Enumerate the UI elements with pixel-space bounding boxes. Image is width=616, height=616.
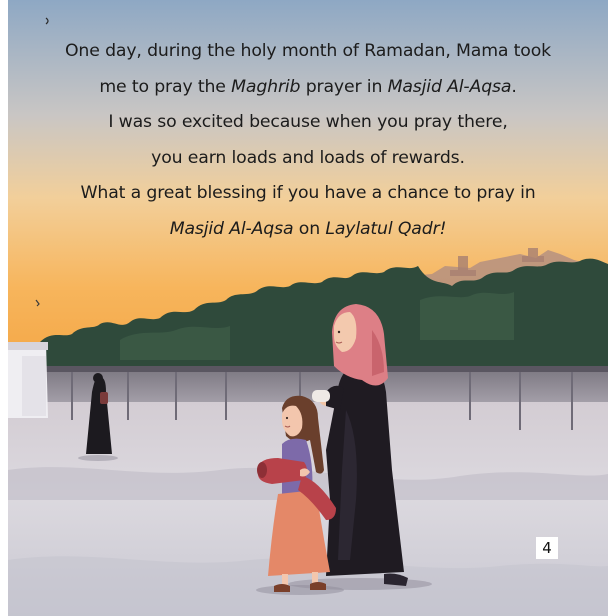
story-line [10, 212, 606, 248]
story-emphasis: Laylatul Qadr! [325, 218, 447, 239]
story-text-segment: on [293, 218, 326, 239]
story-text-segment: you earn loads and loads of rewards. [151, 147, 465, 168]
story-emphasis: Masjid Al-Aqsa [387, 76, 512, 97]
story-text-segment: What a great blessing if you have a chance to pray in [80, 183, 536, 203]
story-text-segment: One day, during the holy month of Ramadan, Mama took [64, 41, 551, 61]
story-text-segment: . [511, 76, 517, 97]
railing-top [8, 366, 608, 372]
story-text-segment: I was so excited because when you pray there, [108, 112, 508, 132]
story-line [10, 105, 606, 141]
page-number: 4 [536, 537, 558, 559]
story-line [10, 176, 606, 212]
story-line [10, 70, 606, 106]
story-line [10, 141, 606, 177]
story-text-segment: prayer in [300, 76, 388, 97]
story-emphasis: Masjid Al-Aqsa [169, 218, 294, 239]
rolled-mat-mama [312, 390, 330, 402]
story-text [10, 34, 606, 247]
story-line [10, 34, 606, 70]
story-text-segment: me to pray the [99, 76, 232, 97]
story-emphasis: Maghrib [231, 76, 301, 97]
